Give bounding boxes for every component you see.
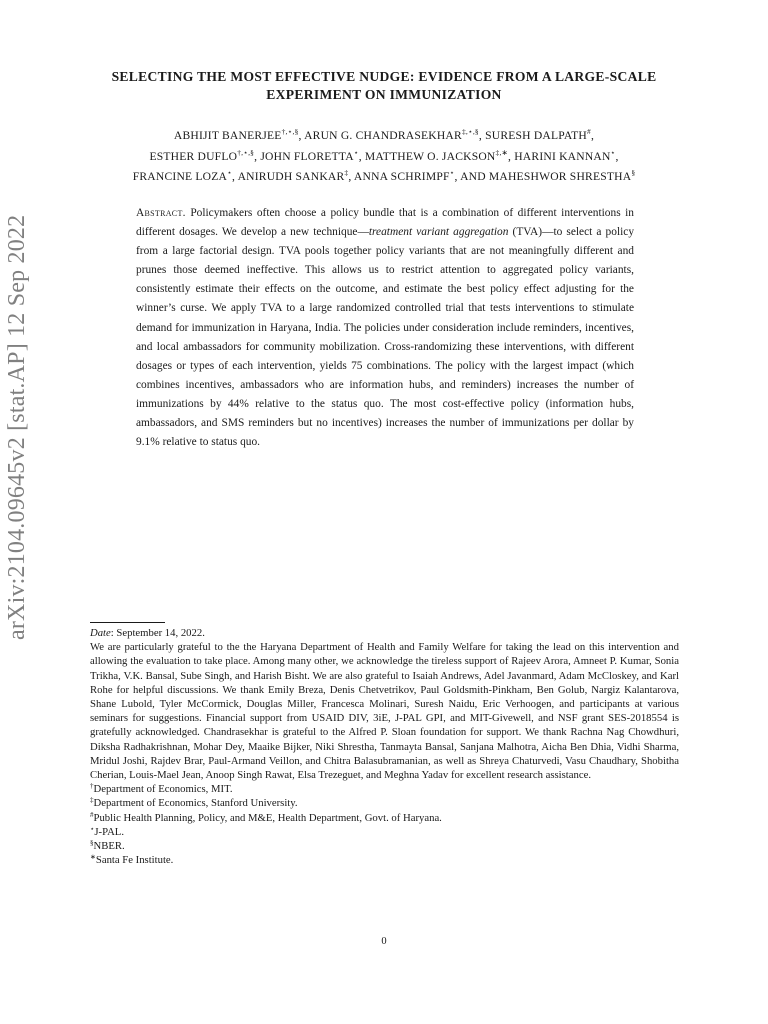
author: ANIRUDH SANKAR‡, (237, 168, 354, 183)
affiliation-note: ∗Santa Fe Institute. (90, 853, 174, 867)
acknowledgments: We are particularly grateful to the the Haryana Department of Health and Family Welfare for taking the lead on this intervention and allowing the evaluation to take place. Among many other, we acknowledge the tireless support of Rajeev Arora, Amneet P. Kumar, Sonia Trikha, V.K. Bansal, Sube Singh, and Harish Bisht. We are also grateful to Isaiah Andrews, Adel Javanmard, Adam McCloskey, and Karl Rohe for helpful discussions. We thank Emily Breza, Denis Chetvetrikov, Paul Goldsmith-Pinkham, Ben Golub, Nargiz Kalantarova, Shane Lubold, Tyler McCormick, Douglas Miller, Francesca Molinari, Suresh Naidu, Eric Verhoogen, and participants at various seminars for suggestions. Financial support from USAID DIV, 3iE, J-PAL GPI, and MIT-Givewell, and NSF grant SES-2018554 is gratefully acknowledged. Chandrasekhar is grateful to the Alfred P. Sloan foundation for support. We thank Rachna Nag Chowdhuri, Diksha Radhakrishnan, Mohar Dey, Maaike Bijker, Niki Shrestha, Tanmayta Bansal, Sanjana Malhotra, Aicha Ben Dhia, Vidhi Sharma, Mridul Joshi, Rajdev Brar, Paul-Armand Veillon, and Chitra Balasubramanian, as well as Shreya Chaturvedi, Vasu Chaudhary, Shobitha Cherian, Louis-Mael Jean, Anoop Singh Rawat, Elsa Trezeguet, and Meghna Yadav for excellent research assistance. (90, 641, 679, 782)
affiliation-note: #Public Health Planning, Policy, and M&E, Health Department, Govt. of Haryana. (90, 810, 442, 824)
affiliation-note: †Department of Economics, MIT. (90, 782, 233, 796)
date-label: Date (90, 627, 111, 639)
author-list (80, 126, 688, 188)
author: FRANCINE LOZA⋆, (132, 168, 238, 183)
affiliation-note: ‡Department of Economics, Stanford University. (90, 796, 298, 810)
abstract-text: Policymakers often choose a policy bundle that is a combination of different interventions in different dosages. We develop a new technique— (136, 207, 634, 239)
author: ESTHER DUFLO†,⋆,§, (149, 147, 261, 163)
affiliation-note: §NBER. (90, 839, 125, 853)
abstract-emphasis: treatment variant aggregation (368, 226, 509, 239)
abstract (136, 204, 634, 452)
abstract-label: Abstract. (136, 207, 186, 219)
author: ARUN G. CHANDRASEKHAR‡,⋆,§, (304, 127, 486, 142)
author: MAHESHWOR SHRESTHA§ (488, 168, 636, 183)
page-number: 0 (381, 936, 387, 947)
author: JOHN FLORETTA⋆, (260, 147, 365, 163)
author: ABHIJIT BANERJEE†,⋆,§, (173, 127, 305, 142)
author: ANNA SCHRIMPF⋆, AND (353, 168, 489, 183)
affiliation-note: ⋆J-PAL. (90, 824, 124, 838)
paper-title: SELECTING THE MOST EFFECTIVE NUDGE: EVIDENCE FROM A LARGE-SCALE EXPERIMENT ON IMMUNIZATION (111, 69, 657, 102)
footnotes (90, 626, 679, 867)
author: HARINI KANNAN⋆, (514, 147, 619, 163)
date-line (90, 626, 679, 640)
author: SURESH DALPATH#, (485, 127, 595, 142)
footnote-rule (90, 622, 165, 623)
arxiv-identifier: arXiv:2104.09645v2 [stat.AP] 12 Sep 2022 (4, 214, 30, 640)
abstract-text-continued: (TVA)—to select a policy from a large factorial design. TVA pools together policy variants that are not meaningfully different and prunes those deemed ineffective. This allows us to restrict attention to aggregated policy variants, consistently estimate their effects on the outcome, and estimate the best policy effect adjusting for the winner’s curse. We apply TVA to a large randomized controlled trial that tests interventions to stimulate demand for immunization in Haryana, India. The policies under consideration include reminders, incentives, and local ambassadors for community mobilization. Cross-randomizing these interventions, with different dosages or types of each intervention, yields 75 combinations. The policy with the largest impact (which combines incentives, ambassadors who are information hubs, and reminders) increases the number of immunizations by 44% relative to the status quo. The most cost-effective policy (information hubs, ambassadors, and SMS reminders but no incentives) increases the number of immunizations per dollar by 9.1% relative to status quo. (136, 226, 635, 449)
date-value: : September 14, 2022. (110, 627, 205, 639)
author: MATTHEW O. JACKSON‡,∗, (364, 147, 515, 163)
